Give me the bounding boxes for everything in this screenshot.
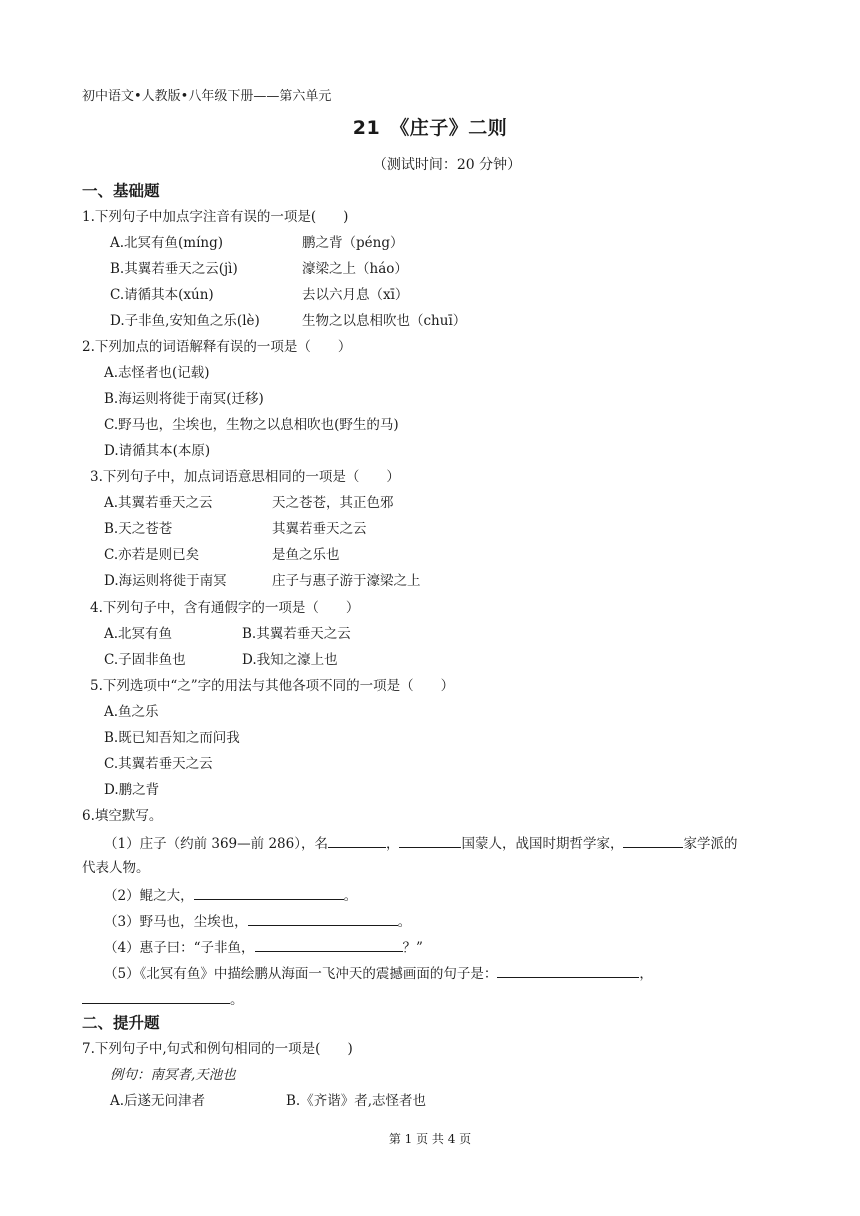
question-5-option-a: A.鱼之乐 xyxy=(104,704,159,720)
fill-blank-6[interactable] xyxy=(255,937,403,952)
question-1-option-d-pair: 生物之以息相吹也（chuī） xyxy=(302,313,467,329)
question-3-option-a: A.其翼若垂天之云 xyxy=(104,495,213,511)
question-3-option-b-pair: 其翼若垂天之云 xyxy=(272,521,367,537)
question-2-option-a: A.志怪者也(记载) xyxy=(104,365,210,381)
question-1-option-b-pair: 濠梁之上（háo） xyxy=(302,261,408,277)
question-6-part-1: （1）庄子（约前 369—前 286），名 ， 国蒙人，战国时期哲学家， 家学派的 xyxy=(104,833,737,853)
question-6-part-5-continued: 。 xyxy=(82,989,244,1009)
question-4-option-a: A.北冥有鱼 xyxy=(104,626,173,642)
question-1-option-b: B.其翼若垂天之云(jì) xyxy=(110,261,238,277)
question-1-option-c-pair: 去以六月息（xī） xyxy=(302,287,409,303)
question-5-stem: 5.下列选项中“之”字的用法与其他各项不同的一项是（ ） xyxy=(90,678,455,694)
fill-blank-8[interactable] xyxy=(82,989,230,1004)
question-6-part-4: （4）惠子曰：“子非鱼， ？” xyxy=(104,937,423,957)
section-heading-basic: 一、基础题 xyxy=(82,182,160,200)
question-2-option-d: D.请循其本(本原) xyxy=(104,443,211,459)
page-subtitle: （测试时间：20 分钟） xyxy=(372,157,522,173)
section-heading-advanced: 二、提升题 xyxy=(82,1014,160,1032)
question-6-stem: 6.填空默写。 xyxy=(82,808,163,824)
fill-blank-7[interactable] xyxy=(497,963,639,978)
question-5-option-b: B.既已知吾知之而问我 xyxy=(104,730,240,746)
question-1-option-d: D.子非鱼,安知鱼之乐(lè) xyxy=(110,313,260,329)
question-2-option-b: B.海运则将徙于南冥(迁移) xyxy=(104,391,264,407)
question-7-example: 例句：南冥者,天池也 xyxy=(110,1067,236,1083)
fill-blank-2[interactable] xyxy=(399,833,461,848)
question-6-part-3: （3）野马也，尘埃也， 。 xyxy=(104,911,411,931)
question-6-part-1-continued: 代表人物。 xyxy=(82,860,150,876)
question-3-option-d: D.海运则将徙于南冥 xyxy=(104,573,227,589)
question-5-option-c: C.其翼若垂天之云 xyxy=(104,756,213,772)
question-6-part-5: （5）《北冥有鱼》中描绘鹏从海面一飞冲天的震撼画面的句子是： ， xyxy=(104,963,653,983)
question-3-option-c-pair: 是鱼之乐也 xyxy=(272,547,340,563)
question-6-part-2: （2）鲲之大， 。 xyxy=(104,885,357,905)
question-3-option-d-pair: 庄子与惠子游于濠梁之上 xyxy=(272,573,421,589)
question-4-stem: 4.下列句子中，含有通假字的一项是（ ） xyxy=(90,600,360,616)
question-3-option-c: C.亦若是则已矣 xyxy=(104,547,200,563)
question-3-option-b: B.天之苍苍 xyxy=(104,521,173,537)
question-2-option-c: C.野马也，尘埃也，生物之以息相吹也(野生的马) xyxy=(104,417,399,433)
fill-blank-4[interactable] xyxy=(194,885,344,900)
fill-blank-1[interactable] xyxy=(328,833,386,848)
question-5-option-d: D.鹏之背 xyxy=(104,782,160,798)
fill-blank-3[interactable] xyxy=(623,833,683,848)
page-header: 初中语文•人教版•八年级下册——第六单元 xyxy=(82,89,332,104)
page-footer: 第 1 页 共 4 页 xyxy=(388,1132,472,1146)
page-title: 21 《庄子》二则 xyxy=(352,117,508,139)
question-2-stem: 2.下列加点的词语解释有误的一项是（ ） xyxy=(82,339,352,355)
question-1-stem: 1.下列句子中加点字注音有误的一项是( ) xyxy=(82,209,349,225)
question-1-option-a: A.北冥有鱼(míng) xyxy=(110,235,224,251)
question-7-stem: 7.下列句子中,句式和例句相同的一项是( ) xyxy=(82,1041,353,1057)
question-1-option-a-pair: 鹏之背（péng） xyxy=(302,235,404,251)
question-7-option-a: A.后遂无问津者 xyxy=(110,1093,206,1109)
question-3-stem: 3.下列句子中，加点词语意思相同的一项是（ ） xyxy=(90,469,400,485)
question-4-option-b: B.其翼若垂天之云 xyxy=(242,626,351,642)
question-1-option-c: C.请循其本(xún) xyxy=(110,287,214,303)
fill-blank-5[interactable] xyxy=(248,911,398,926)
question-7-option-b: B.《齐谐》者,志怪者也 xyxy=(286,1093,427,1109)
question-4-option-c: C.子固非鱼也 xyxy=(104,652,186,668)
question-3-option-a-pair: 天之苍苍，其正色邪 xyxy=(272,495,394,511)
question-4-option-d: D.我知之濠上也 xyxy=(242,652,338,668)
